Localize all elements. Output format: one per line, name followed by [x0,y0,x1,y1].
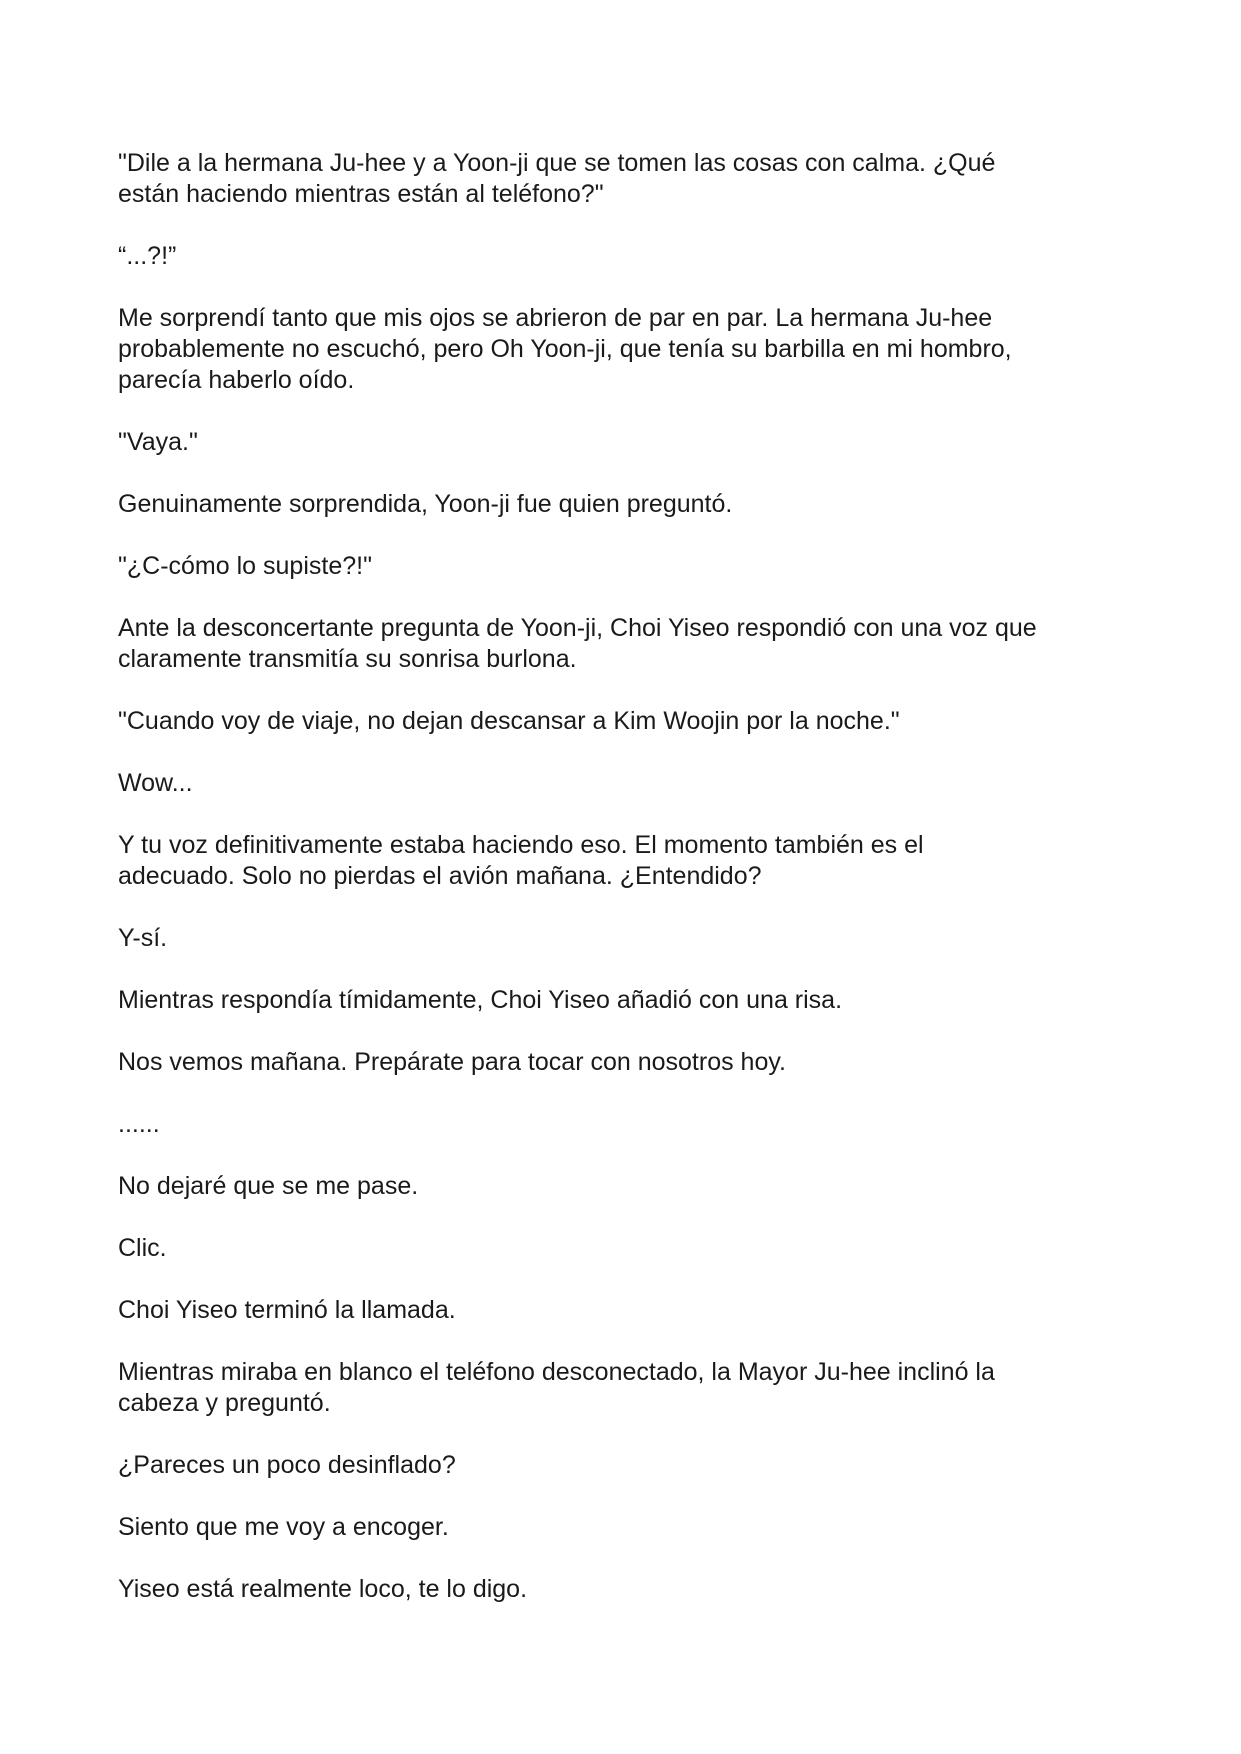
paragraph: Genuinamente sorprendida, Yoon-ji fue quien preguntó. [118,490,733,518]
paragraph: Mientras respondía tímidamente, Choi Yiseo añadió con una risa. [118,986,843,1014]
paragraph: "¿C-cómo lo supiste?!" [118,552,372,580]
paragraph: No dejaré que se me pase. [118,1172,419,1200]
document-body [118,148,1128,1636]
paragraph: Ante la desconcertante pregunta de Yoon-ji, Choi Yiseo respondió con una voz que claramente transmitía su sonrisa burlona. [118,614,1037,673]
paragraph: ...... [118,1110,160,1138]
paragraph: Me sorprendí tanto que mis ojos se abrieron de par en par. La hermana Ju-hee probablemente no escuchó, pero Oh Yoon-ji, que tenía su barbilla en mi hombro, parecía haberlo oído. [118,304,1012,394]
paragraph: Nos vemos mañana. Prepárate para tocar con nosotros hoy. [118,1048,786,1076]
paragraph: Clic. [118,1234,167,1262]
paragraph: Mientras miraba en blanco el teléfono desconectado, la Mayor Ju-hee inclinó la cabeza y preguntó. [118,1358,995,1417]
paragraph: Siento que me voy a encoger. [118,1513,449,1541]
paragraph: Y-sí. [118,924,168,952]
paragraph: Choi Yiseo terminó la llamada. [118,1296,456,1324]
paragraph: "Dile a la hermana Ju-hee y a Yoon-ji que se tomen las cosas con calma. ¿Qué están haciendo mientras están al teléfono?" [118,149,996,208]
paragraph: “...?!” [118,242,177,270]
paragraph: Y tu voz definitivamente estaba haciendo eso. El momento también es el adecuado. Solo no pierdas el avión mañana. ¿Entendido? [118,831,924,890]
paragraph: Wow... [118,769,193,797]
paragraph: "Cuando voy de viaje, no dejan descansar a Kim Woojin por la noche." [118,707,900,735]
paragraph: Yiseo está realmente loco, te lo digo. [118,1575,528,1603]
paragraph: "Vaya." [118,428,198,456]
paragraph: ¿Pareces un poco desinflado? [118,1451,456,1479]
